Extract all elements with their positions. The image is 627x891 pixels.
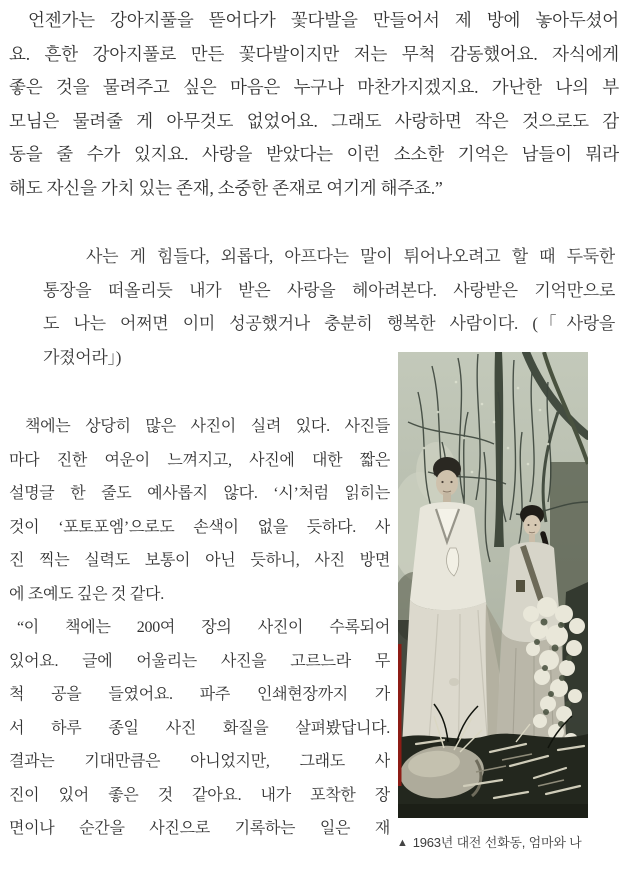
text-line: 것이 ‘포토포엠’으로도 손색이 없을 듯하다. 사 — [9, 518, 390, 536]
text-line: 가졌어라」) — [43, 347, 122, 367]
text-line: 좋은 것을 물려주고 싶은 마음은 누구나 마찬가지겠지요. 가난한 나의 부 — [9, 77, 619, 97]
text-line: 면이나 순간을 사진으로 기록하는 일은 재 — [9, 820, 390, 837]
text-line: 있어요. 글에 어울리는 사진을 고르느라 무 — [9, 652, 390, 670]
text-line: 진 찍는 실력도 보통이 아닌 듯하니, 사진 방면 — [9, 552, 390, 569]
caption-text: 1963년 대전 선화동, 엄마와 나 — [412, 835, 582, 850]
paragraph-quote-speech — [9, 4, 619, 205]
text-line: 결과는 기대만큼은 아니었지만, 그래도 사 — [9, 753, 390, 770]
text-line: 통장을 떠올리듯 내가 받은 사랑을 헤아려본다. 사랑받은 기억만으로 — [43, 280, 615, 300]
photo-illustration — [398, 352, 588, 818]
text-line: 에 조예도 깊은 것 같다. — [9, 585, 164, 603]
text-line: “이 책에는 200여 장의 사진이 수록되어 — [17, 619, 390, 636]
text-line: 책에는 상당히 많은 사진이 실려 있다. 사진들 — [25, 418, 390, 435]
text-line: 동을 줄 수가 있지요. 사랑을 받았다는 이런 소소한 기억은 남들이 뭐라 — [9, 144, 619, 164]
text-line: 서 하루 종일 사진 화질을 살펴봤답니다. — [9, 719, 390, 737]
caption-triangle-icon: ▲ — [397, 837, 408, 849]
text-line: 마다 진한 여운이 느껴지고, 사진에 대한 짧은 — [9, 451, 390, 469]
text-line: 설명글 한 줄도 예사롭지 않다. ‘시’처럼 읽히는 — [9, 485, 390, 502]
photo-red-edge-strip — [398, 644, 402, 786]
text-line: 사는 게 힘들다, 외롭다, 아프다는 말이 튀어나오려고 할 때 두둑한 — [86, 247, 615, 266]
text-line: 척 공을 들였어요. 파주 인쇄현장까지 가 — [9, 686, 390, 703]
text-line: 언젠가는 강아지풀을 뜯어다가 꽃다발을 만들어서 제 방에 놓아두셨어 — [28, 10, 619, 30]
text-line: 진이 있어 좋은 것 같아요. 내가 포착한 장 — [9, 786, 390, 804]
text-line: 도 나는 어쩌면 이미 성공했거나 충분히 행복한 사람이다. (「사랑을 — [43, 314, 615, 333]
paragraph-about-photos — [9, 410, 390, 611]
text-line: 모님은 물려줄 게 아무것도 없었어요. 그래도 사랑하면 작은 것으로도 감 — [9, 110, 619, 131]
text-line: 해도 자신을 가치 있는 존재, 소중한 존재로 여기게 해주죠.” — [9, 177, 443, 198]
photo-mother-and-daughter — [398, 352, 588, 818]
text-line: 요. 흔한 강아지풀로 만든 꽃다발이지만 저는 무척 감동했어요. 자식에게 — [9, 43, 619, 64]
photo-caption — [397, 832, 597, 851]
paragraph-interview — [9, 611, 390, 846]
